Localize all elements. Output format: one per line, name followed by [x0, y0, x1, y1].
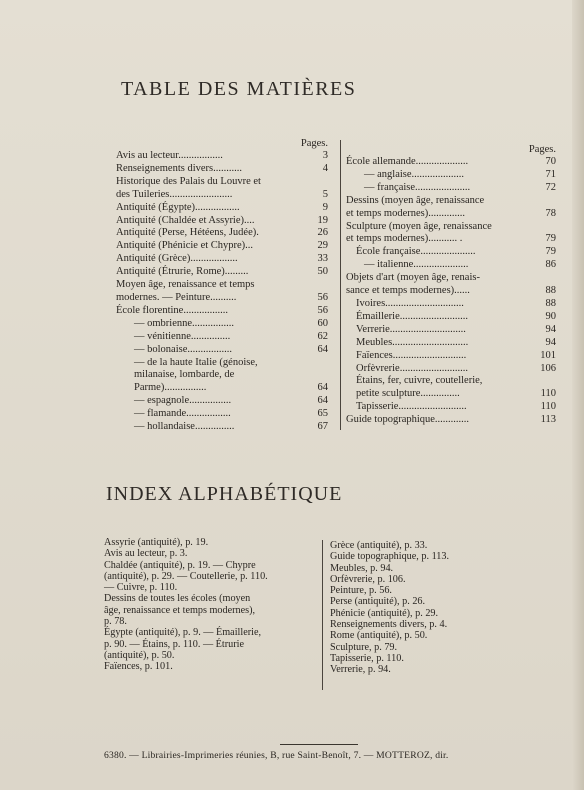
toc-entry-page: 64: [317, 343, 328, 355]
toc-entry-text: Étains, fer, cuivre, coutellerie, petite sculpture...............: [356, 375, 483, 400]
toc-entry-text: École florentine.................: [116, 304, 228, 316]
toc-entry: [346, 375, 556, 401]
toc-entry-page: 4: [322, 162, 328, 174]
toc-entry-page: 101: [540, 349, 556, 361]
printer-imprint: 6380. — Librairies-Imprimeries réunies, B, rue Saint-Benoît, 7. — MOTTEROZ, dir.: [104, 750, 449, 761]
index-entry: Grèce (antiquité), p. 33.: [330, 540, 428, 551]
toc-entry-page: 88: [545, 297, 556, 309]
index-entry: Meubles, p. 94.: [330, 562, 394, 574]
toc-entry: [116, 318, 328, 331]
index-left-column: [104, 537, 316, 673]
toc-entry-page: 62: [317, 330, 328, 342]
index-entry: Peinture, p. 56.: [330, 585, 392, 597]
index-entry: Renseignements divers, p. 4.: [330, 619, 448, 631]
toc-entry: [346, 363, 556, 376]
toc-entry-text: — vénitienne...............: [134, 330, 231, 342]
toc-entry-page: 94: [545, 336, 556, 348]
toc-left-list: [116, 150, 328, 434]
toc-entry-text: — de la haute Italie (génoise, milanaise, lombarde, de Parme)................: [134, 356, 258, 394]
toc-entry: [346, 337, 556, 350]
toc-entry-page: 90: [545, 310, 556, 322]
toc-entry: [346, 246, 556, 259]
toc-entry-text: Émaillerie..........................: [356, 310, 468, 322]
index-left-list: [104, 537, 316, 673]
toc-entry-text: Avis au lecteur.................: [116, 150, 223, 161]
toc-entry-text: Ivoires..............................: [356, 297, 464, 309]
index-entry: Chaldée (antiquité), p. 19. — Chypre (antiquité), p. 29. — Coutellerie, p. 110. — Cuivre, p. 110.: [104, 559, 268, 594]
toc-entry-page: 3: [322, 150, 328, 161]
toc-entry-text: Guide topographique.............: [346, 414, 470, 426]
toc-entry-page: 19: [317, 214, 328, 226]
toc-entry-text: Antiquité (Grèce)..................: [116, 253, 238, 265]
toc-entry-text: Faïences............................: [356, 349, 467, 361]
toc-entry-text: Moyen âge, renaissance et temps modernes. — Peinture..........: [116, 279, 255, 303]
toc-entry-page: 60: [317, 317, 328, 329]
toc-entry: [346, 350, 556, 363]
toc-entry-page: 79: [545, 233, 556, 245]
index-entry: Assyrie (antiquité), p. 19.: [104, 537, 209, 548]
index-entry: Rome (antiquité), p. 50.: [330, 630, 428, 642]
toc-title: TABLE DES MATIÈRES: [121, 78, 357, 100]
toc-entry: [116, 215, 328, 228]
toc-entry-page: 72: [545, 181, 556, 193]
toc-entry: [346, 195, 556, 221]
toc-entry-page: 106: [540, 362, 556, 374]
index-entry: Tapisserie, p. 110.: [330, 652, 404, 664]
toc-entry-text: Historique des Palais du Louvre et des Tuileries........................: [116, 175, 261, 200]
toc-entry: [116, 305, 328, 318]
toc-entry: [116, 279, 328, 305]
index-entry: Orfèvrerie, p. 106.: [330, 573, 406, 585]
toc-entry: [116, 253, 328, 266]
toc-entry: [346, 414, 556, 427]
toc-entry-text: Tapisserie..........................: [356, 401, 467, 413]
toc-entry-text: École allemande....................: [346, 156, 469, 167]
toc-right-list: [346, 156, 556, 427]
column-divider-toc: [340, 140, 341, 430]
toc-entry-text: Orfèvrerie..........................: [356, 362, 468, 374]
index-entry: Verrerie, p. 94.: [330, 664, 391, 676]
toc-entry-page: 110: [540, 388, 556, 400]
toc-entry-text: Antiquité (Chaldée et Assyrie)....: [116, 214, 255, 226]
toc-entry-text: Antiquité (Étrurie, Rome).........: [116, 266, 249, 278]
index-entry: Sculpture, p. 79.: [330, 641, 398, 653]
toc-entry-text: — flamande.................: [134, 408, 231, 420]
index-entry: Phénicie (antiquité), p. 29.: [330, 607, 439, 619]
toc-entry-page: 9: [322, 201, 328, 213]
toc-entry: [116, 344, 328, 357]
toc-entry-text: École française.....................: [356, 246, 476, 258]
toc-entry: [116, 331, 328, 344]
toc-entry: [346, 156, 556, 169]
toc-entry-text: — espagnole................: [134, 395, 232, 407]
toc-entry: [346, 221, 556, 247]
toc-entry-text: — ombrienne................: [134, 317, 235, 329]
toc-entry-text: — française.....................: [364, 181, 471, 193]
toc-entry-text: — anglaise....................: [364, 168, 465, 180]
toc-entry-text: — italienne.....................: [364, 259, 469, 271]
index-entry: Faïences, p. 101.: [104, 661, 173, 673]
toc-entry: [116, 395, 328, 408]
page-edge: [572, 0, 584, 790]
index-entry: Avis au lecteur, p. 3.: [104, 548, 188, 560]
toc-entry-text: Antiquité (Égypte).................: [116, 201, 240, 213]
toc-entry-page: 65: [317, 408, 328, 420]
toc-entry-text: — bolonaise.................: [134, 343, 232, 355]
toc-entry: [116, 240, 328, 253]
toc-entry-page: 71: [545, 168, 556, 180]
toc-entry-page: 64: [317, 382, 328, 394]
toc-entry-text: — hollandaise...............: [134, 421, 235, 433]
toc-entry-page: 67: [317, 421, 328, 433]
toc-entry: [116, 202, 328, 215]
toc-entry-page: 5: [322, 188, 328, 200]
toc-entry: [346, 169, 556, 182]
toc-entry: [116, 176, 328, 202]
toc-entry-page: 56: [317, 304, 328, 316]
toc-entry-page: 64: [317, 395, 328, 407]
index-right-list: [330, 540, 540, 676]
toc-left-column: [116, 138, 328, 434]
toc-entry-page: 110: [540, 401, 556, 413]
toc-entry-page: 78: [545, 207, 556, 219]
index-entry: Perse (antiquité), p. 26.: [330, 596, 426, 608]
toc-right-column: [346, 144, 556, 427]
toc-entry-page: 33: [317, 253, 328, 265]
toc-entry-page: 29: [317, 240, 328, 252]
toc-entry-text: Objets d'art (moyen âge, renais- sance et temps modernes)......: [346, 272, 480, 297]
toc-entry-text: Dessins (moyen âge, renaissance et temps modernes)..............: [346, 194, 485, 219]
toc-entry: [346, 324, 556, 337]
toc-entry-page: 86: [545, 259, 556, 271]
toc-entry-text: Renseignements divers...........: [116, 162, 242, 174]
toc-entry: [116, 408, 328, 421]
index-entry: Égypte (antiquité), p. 9. — Émaillerie, p. 90. — Étains, p. 110. — Étrurie (antiquité), p. 50.: [104, 627, 262, 661]
toc-entry: [116, 150, 328, 163]
column-divider-index: [322, 540, 323, 690]
toc-entry: [346, 182, 556, 195]
toc-entry-text: Verrerie.............................: [356, 323, 466, 335]
footer-rule: [280, 744, 358, 745]
toc-entry-page: 88: [545, 285, 556, 297]
toc-entry: [346, 401, 556, 414]
toc-entry-page: 56: [317, 291, 328, 303]
toc-entry-text: Antiquité (Perse, Hétéens, Judée).: [116, 227, 259, 239]
toc-entry-text: Antiquité (Phénicie et Chypre)...: [116, 240, 254, 252]
toc-entry: [116, 421, 328, 434]
index-entry: Dessins de toutes les écoles (moyen âge, renaissance et temps modernes), p. 78.: [104, 593, 256, 628]
toc-entry: [346, 298, 556, 311]
toc-entry-page: 113: [540, 414, 556, 426]
toc-entry: [346, 272, 556, 298]
toc-entry: [116, 163, 328, 176]
index-title: INDEX ALPHABÉTIQUE: [106, 483, 343, 505]
toc-entry-page: 50: [317, 266, 328, 278]
toc-entry-text: Meubles.............................: [356, 336, 469, 348]
toc-entry: [116, 227, 328, 240]
pages-label-left: Pages.: [300, 138, 328, 149]
toc-entry-page: 26: [317, 227, 328, 239]
index-entry: Guide topographique, p. 113.: [330, 551, 450, 563]
index-right-column: [330, 540, 540, 676]
toc-entry-page: 79: [545, 246, 556, 258]
toc-entry: [346, 311, 556, 324]
toc-entry-text: Sculpture (moyen âge, renaissance et temps modernes)........... .: [346, 220, 492, 245]
toc-entry: [116, 266, 328, 279]
toc-entry-page: 94: [545, 323, 556, 335]
toc-entry-page: 70: [545, 156, 556, 167]
toc-entry: [346, 259, 556, 272]
toc-entry: [116, 357, 328, 396]
pages-label-right: Pages.: [528, 144, 556, 155]
